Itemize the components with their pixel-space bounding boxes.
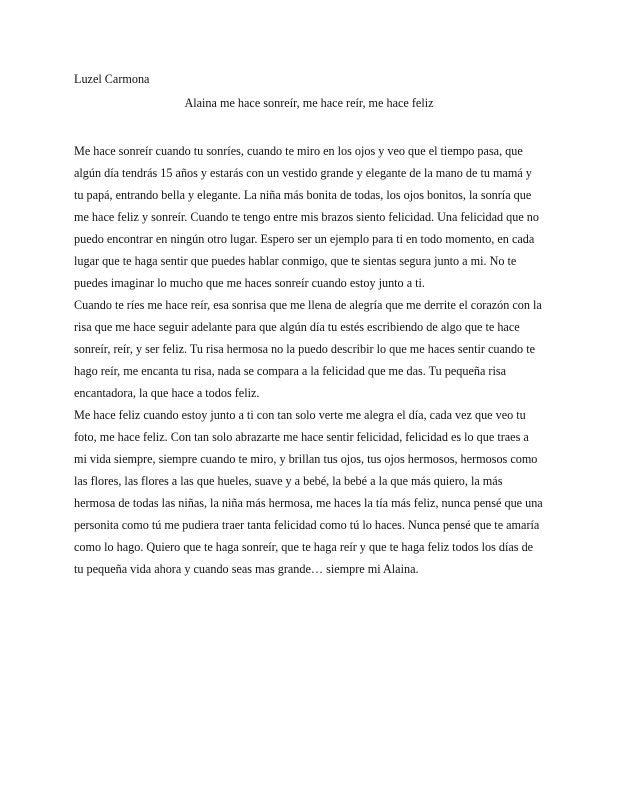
paragraph-3: Me hace feliz cuando estoy junto a ti con tan solo verte me alegra el día, cada vez que veo tu foto, me hace feliz. Con tan solo abrazarte me hace sentir felicidad, felicidad es lo que traes a mi vida siempre, siempre cuando te miro, y brillan tus ojos, tus ojos hermosos, hermosos como las flores, las flores a las que hueles, suave y a bebé, la bebé a la que más quiero, la más hermosa de todas las niñas, la niña más hermosa, me haces la tía más feliz, nunca pensé que una personita como tú me pudiera traer tanta felicidad como tú lo haces. Nunca pensé que te amaría como lo hago. Quiero que te haga sonreír, que te haga reír y que te haga feliz todos los días de tu pequeña vida ahora y cuando seas mas grande… siempre mi Alaina. (74, 408, 543, 576)
paragraph-2: Cuando te ríes me hace reír, esa sonrisa que me llena de alegría que me derrite el corazón con la risa que me hace seguir adelante para que algún día tu estés escribiendo de algo que te hace sonreír, reír, y ser feliz. Tu risa hermosa no la puedo describir lo que me haces sentir cuando te hago reír, me encanta tu risa, nada se compara a la felicidad que me das. Tu pequeña risa encantadora, la que hace a todos feliz. (74, 298, 542, 400)
document-title: Alaina me hace sonreír, me hace reír, me hace feliz (184, 96, 434, 110)
document-content (74, 70, 544, 580)
author-name: Luzel Carmona (74, 72, 150, 86)
paragraph-1: Me hace sonreír cuando tu sonríes, cuando te miro en los ojos y veo que el tiempo pasa, que algún día tendrás 15 años y estarás con un vestido grande y elegante de la mano de tu mamá y tu papá, entrando bella y elegante. La niña más bonita de todas, los ojos bonitos, la sonría que me hace feliz y sonreír. Cuando te tengo entre mis brazos siento felicidad. Una felicidad que no puedo encontrar en ningún otro lugar. Espero ser un ejemplo para ti en todo momento, en cada lugar que te haga sentir que puedes hablar conmigo, que te sientas segura junto a mi. No te puedes imaginar lo mucho que me haces sonreír cuando estoy junto a ti. (74, 144, 539, 290)
document-body (74, 140, 544, 580)
